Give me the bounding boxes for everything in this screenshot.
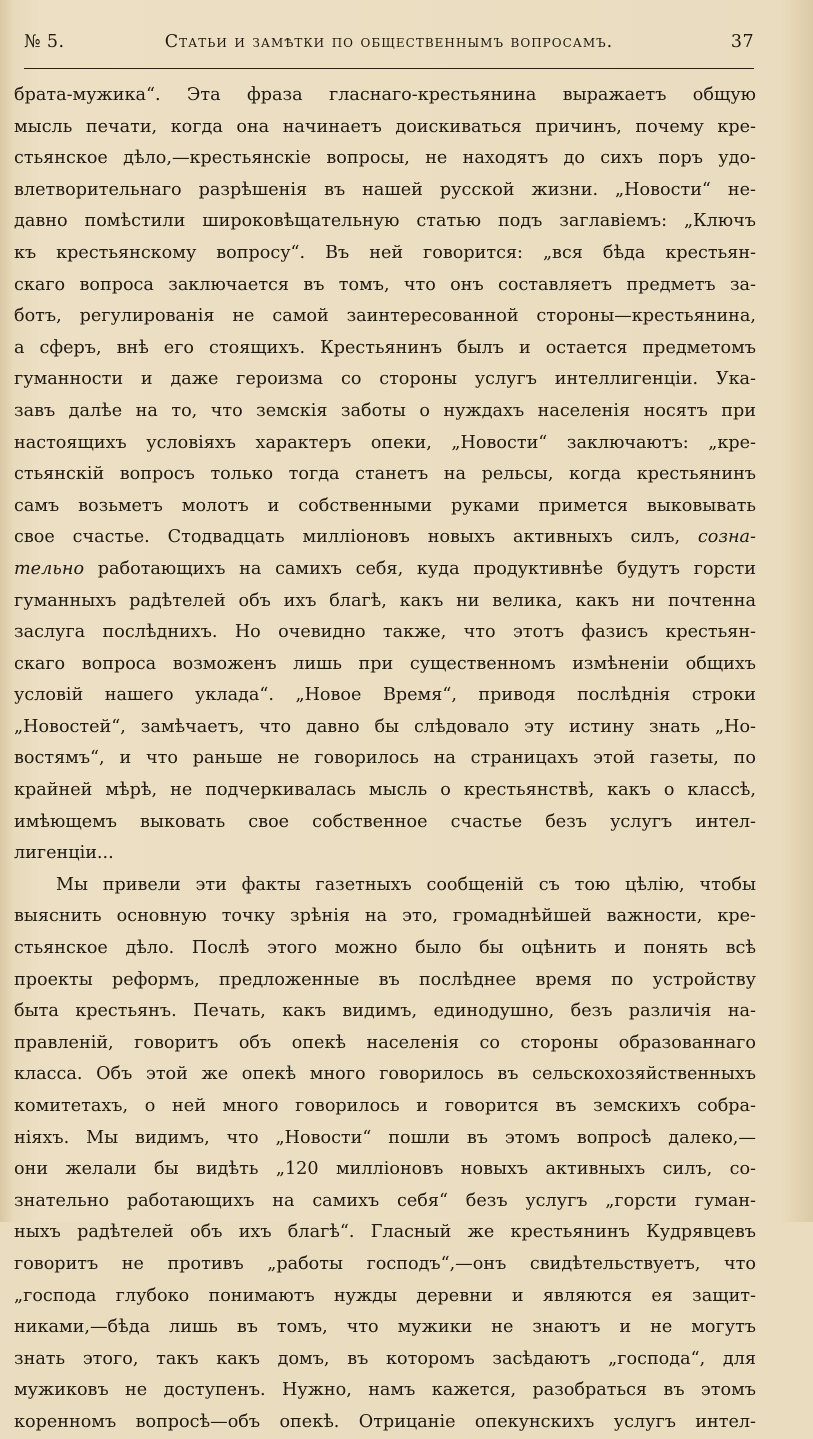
text-line: гуманности и даже героизма со стороны услугъ интеллигенціи. Ука- (14, 369, 756, 390)
text-line: знать этого, такъ какъ домъ, въ которомъ засѣдаютъ „господа“, для (14, 1348, 756, 1369)
page-number: 37 (730, 32, 754, 52)
text-line: лигенціи... (14, 843, 114, 864)
article-body (14, 80, 756, 1439)
text-line: крайней мѣрѣ, не подчеркивалась мысль о крестьянствѣ, какъ о классѣ, (14, 780, 756, 801)
text-line: ніяхъ. Мы видимъ, что „Новости“ пошли въ этомъ вопросѣ далеко,— (14, 1127, 756, 1148)
text-line: Мы привели эти факты газетныхъ сообщеній съ тою цѣлію, чтобы (56, 874, 756, 895)
text-line: мысль печати, когда она начинаетъ доискиваться причинъ, почему кре- (14, 116, 756, 137)
text-line: ботъ, регулированія не самой заинтересованной стороны—крестьянина, (14, 306, 756, 327)
text-line: стьянское дѣло. Послѣ этого можно было бы оцѣнить и понять всѣ (14, 938, 756, 959)
text-line: „господа глубоко понимаютъ нужды деревни и являются ея защит- (14, 1285, 756, 1306)
text-line: класса. Объ этой же опекѣ много говорилось въ сельскохозяйственныхъ (14, 1064, 756, 1085)
text-line: знательно работающихъ на самихъ себя“ безъ услугъ „горсти гуман- (14, 1190, 756, 1211)
text-line: завъ далѣе на то, что земскія заботы о нуждахъ населенія носятъ при (14, 400, 756, 421)
text-line: стьянскій вопросъ только тогда станетъ на рельсы, когда крестьянинъ (14, 464, 756, 485)
text-line: никами,—бѣда лишь въ томъ, что мужики не знаютъ и не могутъ (14, 1317, 756, 1338)
text-line: они желали бы видѣть „120 милліоновъ новыхъ активныхъ силъ, со- (14, 1159, 756, 1180)
text-line: мужиковъ не доступенъ. Нужно, намъ кажется, разобраться въ этомъ (14, 1380, 756, 1401)
text-line: стьянское дѣло,—крестьянскіе вопросы, не находятъ до сихъ поръ удо- (14, 148, 756, 169)
text-line: „Новостей“, замѣчаетъ, что давно бы слѣдовало эту истину знать „Но- (14, 716, 756, 737)
text-line: скаго вопроса заключается въ томъ, что онъ составляетъ предметъ за- (14, 274, 756, 295)
italic-emphasis: созна- (697, 527, 756, 548)
text-line: скаго вопроса возможенъ лишь при существенномъ измѣненіи общихъ (14, 653, 756, 674)
text-line: а сферъ, внѣ его стоящихъ. Крестьянинъ былъ и остается предметомъ (14, 337, 756, 358)
text-line: быта крестьянъ. Печать, какъ видимъ, единодушно, безъ различія на- (14, 1001, 756, 1022)
text-run: свое счастье. Стодвадцать милліоновъ новыхъ активныхъ силъ, (14, 527, 698, 548)
text-line: къ крестьянскому вопросу“. Въ ней говорится: „вся бѣда крестьян- (14, 242, 756, 263)
text-line: самъ возьметъ молотъ и собственными руками примется выковывать (14, 495, 756, 516)
text-line: влетворительнаго разрѣшенія въ нашей русской жизни. „Новости“ не- (14, 179, 756, 200)
italic-emphasis: тельно (14, 558, 85, 579)
text-line: заслуга послѣднихъ. Но очевидно также, что этотъ фазисъ крестьян- (14, 622, 756, 643)
text-line: комитетахъ, о ней много говорилось и говорится въ земскихъ собра- (14, 1096, 756, 1116)
text-line: условій нашего уклада“. „Новое Время“, приводя послѣднія строки (14, 685, 756, 706)
text-line: давно помѣстили широковѣщательную статью подъ заглавіемъ: „Ключъ (14, 211, 756, 232)
text-line: говоритъ не противъ „работы господъ“,—онъ свидѣтельствуетъ, что (14, 1253, 756, 1274)
text-line (14, 554, 756, 586)
text-line: брата-мужика“. Эта фраза гласнаго-крестьянина выражаетъ общую (14, 85, 756, 105)
text-run: работающихъ на самихъ себя, куда продуктивнѣе будутъ горсти (84, 558, 756, 579)
text-line: востямъ“, и что раньше не говорилось на страницахъ этой газеты, по (14, 748, 756, 769)
running-title: Статьи и замѣтки по общественнымъ вопросамъ. (164, 32, 614, 52)
text-line: настоящихъ условіяхъ характеръ опеки, „Новости“ заключаютъ: „кре- (14, 432, 756, 453)
text-line: проекты реформъ, предложенные въ послѣднее время по устройству (14, 969, 756, 990)
text-line: коренномъ вопросѣ—объ опекѣ. Отрицаніе опекунскихъ услугъ интел- (14, 1411, 756, 1432)
text-line: гуманныхъ радѣтелей объ ихъ благѣ, какъ ни велика, какъ ни почтенна (14, 590, 756, 611)
text-line: выяснить основную точку зрѣнія на это, громаднѣйшей важности, кре- (14, 906, 756, 927)
text-line: правленій, говоритъ объ опекѣ населенія со стороны образованнаго (14, 1032, 756, 1053)
text-line: ныхъ радѣтелей объ ихъ благѣ“. Гласный же крестьянинъ Кудрявцевъ (14, 1222, 756, 1243)
text-line: имѣющемъ выковать свое собственное счастье безъ услугъ интел- (14, 811, 756, 832)
running-header (24, 30, 754, 69)
text-line (14, 522, 756, 554)
issue-number: № 5. (24, 32, 65, 52)
